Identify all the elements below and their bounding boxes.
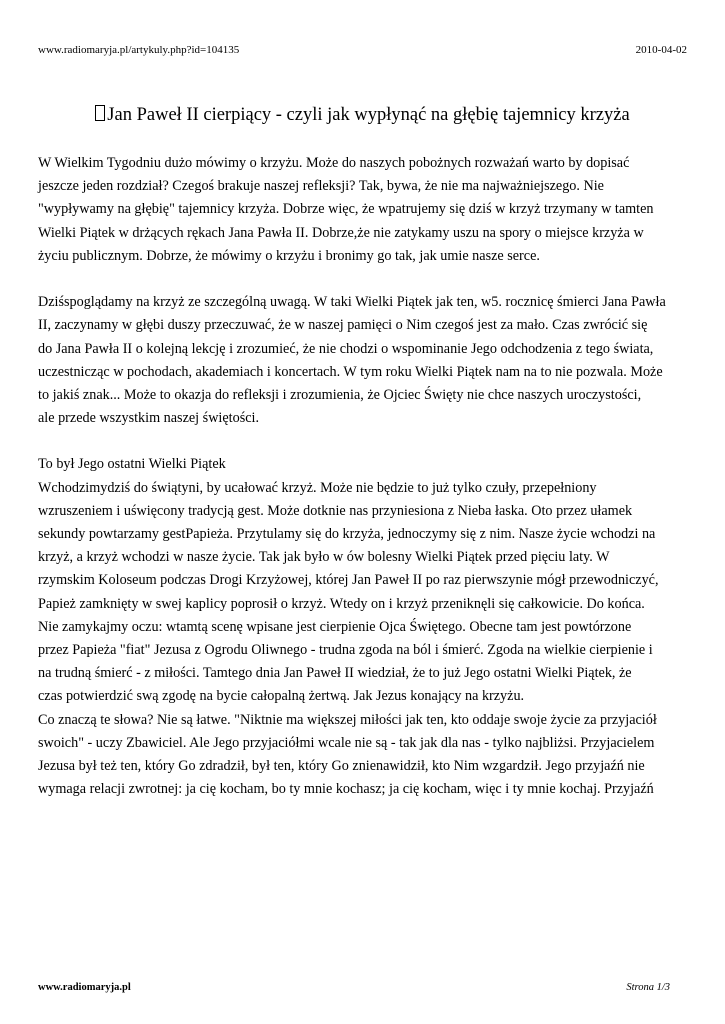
page-number: Strona 1/3 (626, 982, 670, 993)
paragraph-line: rzymskim Koloseum podczas Drogi Krzyżowej, której Jan Paweł II po raz pierwszynie mógł przewodniczyć, (38, 572, 659, 589)
paragraph-line: przez Papieża "fiat" Jezusa z Ogrodu Oliwnego - trudna zgoda na ból i śmierć. Zgoda na wielkie cierpienie i (38, 641, 653, 658)
paragraph-line: Jezusa był też ten, który Go zdradził, był ten, który Go znienawidził, kto Nim wzgardził. Jego przyjaźń nie (38, 757, 645, 774)
paragraph-line: życiu publicznym. Dobrze, że mówimy o krzyżu i bronimy go tak, jak umie nasze serce. (38, 247, 540, 264)
paragraph-spacer (38, 430, 688, 453)
paragraph-3 (38, 453, 688, 801)
article-title-text: Jan Paweł II cierpiący - czyli jak wypłynąć na głębię tajemnicy krzyża (107, 105, 630, 125)
paragraph-line: wzruszeniem i uświęcony tradycją gest. Może dotknie nas przyniesiona z Nieba łaska. Oto przez ułamek (38, 502, 633, 519)
section-heading: To był Jego ostatni Wielki Piątek (38, 456, 226, 473)
paragraph-line: W Wielkim Tygodniu dużo mówimy o krzyżu. Może do naszych pobożnych rozważań warto by dopisać (38, 155, 630, 171)
paragraph-line: "wypływamy na głębię" tajemnicy krzyża. Dobrze więc, że wpatrujemy się dziś w krzyż trzymany w tamten (38, 201, 654, 218)
paragraph-spacer (38, 268, 688, 291)
article-body (38, 152, 688, 801)
paragraph-line: sekundy powtarzamy gestPapieża. Przytulamy się do krzyża, jednoczymy się z nim. Nasze życie wchodzi na (38, 526, 656, 542)
paragraph-line: wymaga relacji zwrotnej: ja cię kocham, bo ty mnie kochasz; ja cię kocham, więc i ty mnie kochaj. Przyjaźń (38, 781, 654, 798)
paragraph-line: Papież zamknięty w swej kaplicy poprosił o krzyż. Wtedy on i krzyż przeniknęli się całkowicie. Do końca. (38, 595, 645, 612)
paragraph-line: ale przede wszystkim naszej świętości. (38, 410, 260, 427)
header-url: www.radiomaryja.pl/artykuly.php?id=104135 (38, 44, 240, 56)
paragraph-line: uczestnicząc w pochodach, akademiach i koncertach. W tym roku Wielki Piątek nam na to nie pozwala. Może (38, 363, 663, 380)
page-footer (38, 981, 670, 995)
paragraph-line: na trudną śmierć - z miłości. Tamtego dnia Jan Paweł II wiedział, że to już Jego ostatni Wielki Piątek, że (38, 665, 632, 682)
paragraph-line: II, zaczynamy w głębi duszy przeczuwać, że w naszej pamięci o Nim czegoś jest za mało. Czas zwrócić się (38, 317, 648, 334)
paragraph-line: Wchodzimydziś do świątyni, by ucałować krzyż. Może nie będzie to już tylko czuły, przepełniony (38, 479, 597, 496)
paragraph-line: Co znaczą te słowa? Nie są łatwe. "Niktnie ma większej miłości jak ten, kto oddaje swoje życie za przyjaciół (38, 711, 657, 728)
article-title (30, 103, 695, 127)
page-header (38, 43, 687, 57)
paragraph-line: do Jana Pawła II o kolejną lekcję i zrozumieć, że nie chodzi o wspominanie Jego odchodzenia z tego świata, (38, 340, 654, 357)
paragraph-line: jeszcze jeden rozdział? Czegoś brakuje naszej refleksji? Tak, bywa, że nie ma najważniejszego. Nie (38, 178, 604, 195)
paragraph-line: czas potwierdzić swą zgodę na bycie całopalną żertwą. Jak Jezus konający na krzyżu. (38, 688, 525, 705)
paragraph-1 (38, 152, 688, 268)
paragraph-2 (38, 291, 688, 430)
paragraph-line: Wielki Piątek w drżących rękach Jana Pawła II. Dobrze,że nie zatykamy uszu na spory o miejsce krzyża w (38, 224, 644, 241)
paragraph-line: Nie zamykajmy oczu: wtamtą scenę wpisane jest cierpienie Ojca Świętego. Obecne tam jest powtórzone (38, 618, 632, 635)
paragraph-line: to jakiś znak... Może to okazja do refleksji i zrozumienia, że Ojciec Święty nie chce naszych uroczystości, (38, 386, 642, 403)
paragraph-line: swoich" - uczy Zbawiciel. Ale Jego przyjaciółmi wcale nie są - tak jak dla nas - tylko najbliżsi. Przyjacielem (38, 734, 655, 751)
header-date: 2010-04-02 (635, 44, 687, 56)
footer-site: www.radiomaryja.pl (38, 982, 131, 993)
paragraph-line: Dziśspoglądamy na krzyż ze szczególną uwagą. W taki Wielki Piątek jak ten, w5. rocznicę śmierci Jana Pawła (38, 294, 666, 311)
missing-glyph-icon (95, 105, 105, 121)
paragraph-line: krzyż, a krzyż wchodzi w nasze życie. Tak jak było w ów bolesny Wielki Piątek przed pięciu laty. W (38, 549, 610, 566)
